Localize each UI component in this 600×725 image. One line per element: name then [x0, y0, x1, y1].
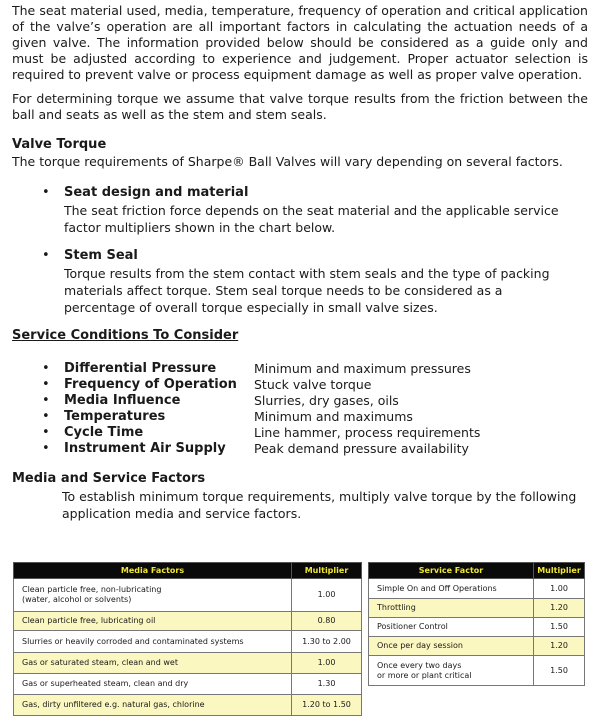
table-row	[369, 656, 585, 686]
bullet-dot: •	[42, 248, 50, 263]
column-header-service-factor: Service Factor	[369, 563, 534, 579]
multiplier-cell: 0.80	[292, 612, 362, 631]
media-service-description: To establish minimum torque requirements, multiply valve torque by the following application media and service factors.	[62, 489, 577, 521]
table-row	[14, 653, 362, 674]
bullet-dot: •	[42, 393, 50, 408]
bullet-dot: •	[42, 377, 50, 392]
condition-description: Peak demand pressure availability	[254, 441, 469, 456]
condition-name: Instrument Air Supply	[64, 441, 226, 456]
table-row	[14, 612, 362, 631]
bullet-dot: •	[42, 361, 50, 376]
media-factor-cell: Gas, dirty unfiltered e.g. natural gas, chlorine	[14, 695, 292, 716]
service-factor-text: Once every two days or more or plant critical	[377, 660, 472, 680]
bullet-dot: •	[42, 441, 50, 456]
service-factor-cell: Throttling	[369, 599, 534, 618]
condition-description: Minimum and maximums	[254, 409, 413, 424]
condition-row	[44, 425, 544, 441]
bullet-description: The seat friction force depends on the seat material and the applicable service factor multipliers shown in the chart below.	[64, 203, 559, 235]
condition-name: Cycle Time	[64, 425, 144, 440]
bullet-dot: •	[42, 425, 50, 440]
condition-description: Minimum and maximum pressures	[254, 361, 471, 376]
intro-paragraph-1: The seat material used, media, temperature, frequency of operation and critical application of the valve’s operation are all important factors in calculating the actuation needs of a given valve. The information provided below should be considered as a guide only and must be adjusted according to experience and judgement. Proper actuator selection is required to prevent valve or process equipment damage as well as proper valve operation.	[12, 3, 588, 82]
condition-description: Line hammer, process requirements	[254, 425, 481, 440]
bullet-description: Torque results from the stem contact with stem seals and the type of packing materials affect torque. Stem seal torque needs to be considered as a percentage of overall torque especially in small valve sizes.	[64, 266, 550, 315]
condition-row	[44, 393, 544, 409]
multiplier-cell: 1.00	[292, 579, 362, 612]
multiplier-cell: 1.00	[534, 579, 585, 599]
service-conditions-heading: Service Conditions To Consider	[12, 328, 239, 343]
multiplier-cell: 1.30 to 2.00	[292, 631, 362, 653]
table-row	[369, 637, 585, 656]
media-factor-cell: Clean particle free, lubricating oil	[14, 612, 292, 631]
media-factor-cell: Gas or superheated steam, clean and dry	[14, 674, 292, 695]
multiplier-cell: 1.50	[534, 618, 585, 637]
condition-name: Temperatures	[64, 409, 166, 424]
media-factor-text: Clean particle free, non-lubricating (water, alcohol or solvents)	[22, 585, 162, 604]
condition-name: Media Influence	[64, 393, 181, 408]
media-factors-table	[13, 562, 362, 716]
table-row	[369, 599, 585, 618]
condition-name: Differential Pressure	[64, 361, 217, 376]
table-row	[14, 674, 362, 695]
table-row	[14, 631, 362, 653]
multiplier-cell: 1.50	[534, 656, 585, 686]
bullet-dot: •	[42, 409, 50, 424]
condition-row	[44, 361, 544, 377]
table-row	[369, 579, 585, 599]
bullet-dot: •	[42, 185, 50, 200]
column-header-multiplier: Multiplier	[534, 563, 585, 579]
condition-row	[44, 409, 544, 425]
service-factor-cell: Once per day session	[369, 637, 534, 656]
multiplier-cell: 1.20	[534, 637, 585, 656]
multiplier-cell: 1.20 to 1.50	[292, 695, 362, 716]
table-header-row	[14, 563, 362, 579]
condition-description: Slurries, dry gases, oils	[254, 393, 399, 408]
media-factor-cell: Slurries or heavily corroded and contaminated systems	[14, 631, 292, 653]
service-factor-cell: Positioner Control	[369, 618, 534, 637]
table-header-row	[369, 563, 585, 579]
multiplier-cell: 1.00	[292, 653, 362, 674]
service-factor-cell	[369, 656, 534, 686]
service-factor-table	[368, 562, 585, 686]
valve-torque-heading: Valve Torque	[12, 137, 107, 152]
condition-row	[44, 377, 544, 393]
table-row	[14, 695, 362, 716]
service-factor-cell: Simple On and Off Operations	[369, 579, 534, 599]
bullet-title: Seat design and material	[64, 185, 249, 200]
table-row	[14, 579, 362, 612]
multiplier-cell: 1.20	[534, 599, 585, 618]
intro-paragraph-2: For determining torque we assume that valve torque results from the friction between the ball and seats as well as the stem and stem seals.	[12, 91, 588, 122]
condition-description: Stuck valve torque	[254, 377, 372, 392]
multiplier-cell: 1.30	[292, 674, 362, 695]
media-factor-cell	[14, 579, 292, 612]
bullet-title: Stem Seal	[64, 248, 138, 263]
table-row	[369, 618, 585, 637]
condition-row	[44, 441, 544, 457]
media-factor-cell: Gas or saturated steam, clean and wet	[14, 653, 292, 674]
column-header-media-factors: Media Factors	[14, 563, 292, 579]
media-service-heading: Media and Service Factors	[12, 471, 206, 486]
column-header-multiplier: Multiplier	[292, 563, 362, 579]
condition-name: Frequency of Operation	[64, 377, 237, 392]
valve-torque-text: The torque requirements of Sharpe® Ball Valves will vary depending on several factors.	[12, 154, 563, 169]
